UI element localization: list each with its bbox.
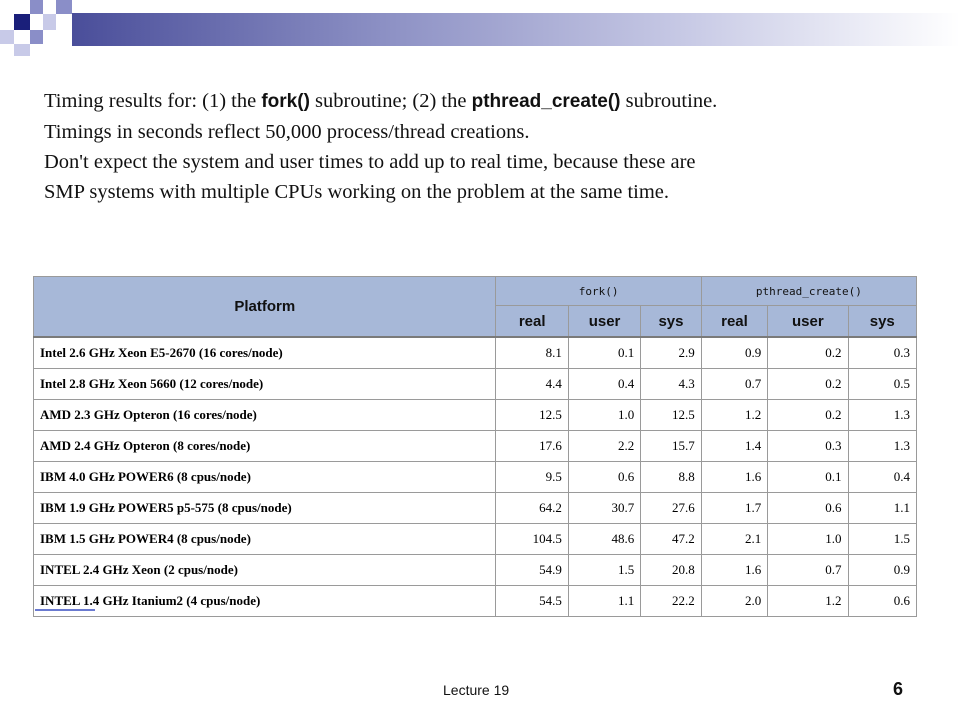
value-cell: 0.7 (768, 555, 848, 586)
value-cell: 1.5 (568, 555, 640, 586)
value-cell: 9.5 (496, 462, 568, 493)
platform-cell: IBM 4.0 GHz POWER6 (8 cpus/node) (34, 462, 496, 493)
col-header-pthread-user: user (768, 306, 848, 338)
value-cell: 2.1 (701, 524, 767, 555)
fork-code: fork() (261, 91, 310, 112)
value-cell: 1.3 (848, 400, 916, 431)
value-cell: 1.2 (768, 586, 848, 617)
table-footnote-underline (35, 609, 95, 611)
value-cell: 2.2 (568, 431, 640, 462)
platform-header: Platform (34, 277, 496, 338)
value-cell: 15.7 (641, 431, 702, 462)
table-row (34, 586, 917, 617)
footer-lecture-label: Lecture 19 (443, 682, 510, 698)
value-cell: 0.3 (848, 337, 916, 369)
platform-cell: IBM 1.9 GHz POWER5 p5-575 (8 cpus/node) (34, 493, 496, 524)
pthread-header: pthread_create() (701, 277, 916, 306)
timing-table-container (33, 276, 919, 617)
value-cell: 8.1 (496, 337, 568, 369)
platform-cell: AMD 2.4 GHz Opteron (8 cores/node) (34, 431, 496, 462)
timing-table (33, 276, 917, 617)
value-cell: 0.2 (768, 400, 848, 431)
value-cell: 0.6 (568, 462, 640, 493)
value-cell: 12.5 (641, 400, 702, 431)
value-cell: 0.2 (768, 337, 848, 369)
fork-header: fork() (496, 277, 701, 306)
value-cell: 1.1 (568, 586, 640, 617)
platform-cell: Intel 2.8 GHz Xeon 5660 (12 cores/node) (34, 369, 496, 400)
intro-text (44, 86, 924, 207)
intro-line-4: SMP systems with multiple CPUs working on the problem at the same time. (44, 181, 670, 203)
value-cell: 0.6 (768, 493, 848, 524)
value-cell: 0.1 (768, 462, 848, 493)
table-row (34, 493, 917, 524)
value-cell: 1.0 (568, 400, 640, 431)
col-header-pthread-sys: sys (848, 306, 916, 338)
value-cell: 0.7 (701, 369, 767, 400)
value-cell: 54.5 (496, 586, 568, 617)
value-cell: 48.6 (568, 524, 640, 555)
value-cell: 64.2 (496, 493, 568, 524)
value-cell: 0.2 (768, 369, 848, 400)
corner-square-lilac-3 (30, 30, 43, 44)
value-cell: 1.6 (701, 462, 767, 493)
value-cell: 2.0 (701, 586, 767, 617)
platform-cell: INTEL 1.4 GHz Itanium2 (4 cpus/node) (34, 586, 496, 617)
value-cell: 0.1 (568, 337, 640, 369)
corner-square-pale-2 (0, 30, 14, 44)
value-cell: 17.6 (496, 431, 568, 462)
value-cell: 1.7 (701, 493, 767, 524)
corner-square-lilac (30, 0, 43, 14)
platform-cell: AMD 2.3 GHz Opteron (16 cores/node) (34, 400, 496, 431)
value-cell: 2.9 (641, 337, 702, 369)
table-row (34, 369, 917, 400)
value-cell: 12.5 (496, 400, 568, 431)
value-cell: 30.7 (568, 493, 640, 524)
page-number: 6 (893, 679, 904, 699)
value-cell: 1.0 (768, 524, 848, 555)
col-header-fork-real: real (496, 306, 568, 338)
corner-square-lilac-2 (56, 0, 72, 14)
corner-square-pale-3 (14, 44, 30, 56)
value-cell: 0.9 (701, 337, 767, 369)
pthread-create-code: pthread_create() (471, 91, 621, 112)
value-cell: 1.2 (701, 400, 767, 431)
value-cell: 1.3 (848, 431, 916, 462)
value-cell: 54.9 (496, 555, 568, 586)
value-cell: 0.6 (848, 586, 916, 617)
col-header-pthread-real: real (701, 306, 767, 338)
table-row (34, 524, 917, 555)
platform-cell: Intel 2.6 GHz Xeon E5-2670 (16 cores/node) (34, 337, 496, 369)
value-cell: 0.5 (848, 369, 916, 400)
value-cell: 22.2 (641, 586, 702, 617)
value-cell: 0.4 (848, 462, 916, 493)
value-cell: 1.5 (848, 524, 916, 555)
value-cell: 0.3 (768, 431, 848, 462)
table-row (34, 431, 917, 462)
corner-square-pale (43, 14, 56, 30)
corner-square-navy (14, 14, 30, 30)
value-cell: 4.3 (641, 369, 702, 400)
col-header-fork-user: user (568, 306, 640, 338)
value-cell: 4.4 (496, 369, 568, 400)
col-header-fork-sys: sys (641, 306, 702, 338)
value-cell: 0.4 (568, 369, 640, 400)
intro-line-3: Don't expect the system and user times to add up to real time, because these are (44, 151, 696, 173)
value-cell: 27.6 (641, 493, 702, 524)
value-cell: 1.6 (701, 555, 767, 586)
intro-line-1: Timing results for: (1) the fork() subroutine; (2) the pthread_create() subroutine. (44, 90, 718, 112)
value-cell: 1.1 (848, 493, 916, 524)
value-cell: 0.9 (848, 555, 916, 586)
title-gradient-bar (72, 13, 960, 46)
value-cell: 20.8 (641, 555, 702, 586)
value-cell: 1.4 (701, 431, 767, 462)
table-row (34, 337, 917, 369)
value-cell: 104.5 (496, 524, 568, 555)
value-cell: 8.8 (641, 462, 702, 493)
intro-line-2: Timings in seconds reflect 50,000 process/thread creations. (44, 121, 530, 143)
platform-cell: IBM 1.5 GHz POWER4 (8 cpus/node) (34, 524, 496, 555)
table-row (34, 462, 917, 493)
table-row (34, 400, 917, 431)
value-cell: 47.2 (641, 524, 702, 555)
platform-cell: INTEL 2.4 GHz Xeon (2 cpus/node) (34, 555, 496, 586)
table-row (34, 555, 917, 586)
